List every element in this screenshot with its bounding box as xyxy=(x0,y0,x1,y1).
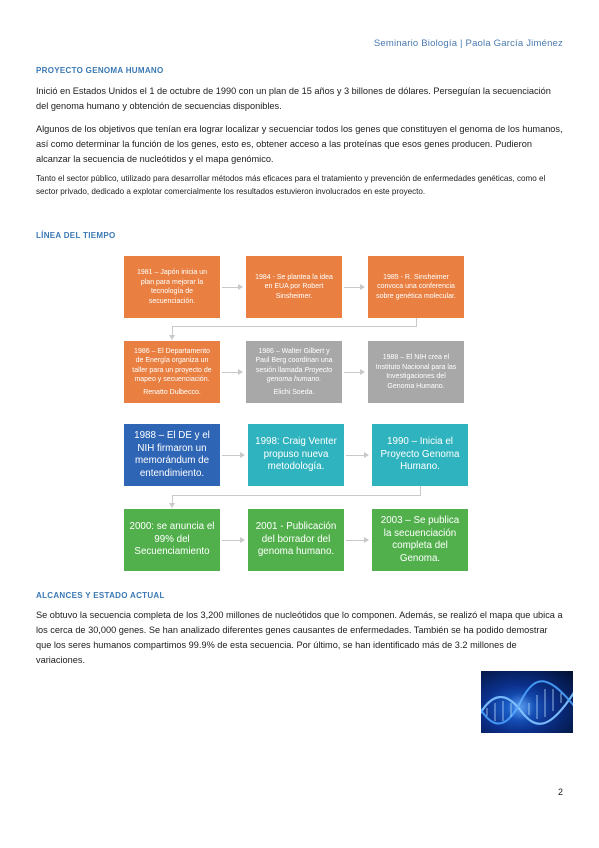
paragraph-sectores: Tanto el sector público, utilizado para desarrollar métodos más eficaces para el tratamiento y prevención de enfermedades genéticas, como el sector privado, dedicado a explotar comercialmente los resultados estuvieron involucrados en este proyecto. xyxy=(36,174,546,196)
timeline-box-1986-doe xyxy=(124,341,220,403)
timeline-box-text: 1990 – Inicia el Proyecto Genoma Humano. xyxy=(380,436,460,473)
connector-line xyxy=(172,495,421,496)
timeline-box-1990 xyxy=(372,424,468,486)
timeline-box-1988-memo xyxy=(124,424,220,486)
timeline-box-text: 1988 – El DE y el NIH firmaron un memorándum de entendimiento. xyxy=(134,430,210,479)
timeline-box-1981 xyxy=(124,256,220,318)
timeline-box-1984 xyxy=(246,256,342,318)
timeline-box-text: 2001 - Publicación del borrador del genoma humano. xyxy=(255,521,337,558)
section-title-proyecto: PROYECTO GENOMA HUMANO xyxy=(36,66,164,75)
arrow-right xyxy=(346,540,368,541)
arrow-right xyxy=(344,372,364,373)
arrowhead-down xyxy=(169,503,175,508)
timeline-box-text: 2003 – Se publica la secuenciación completa del Genoma. xyxy=(380,515,460,564)
connector-line xyxy=(172,326,173,335)
connector-line xyxy=(420,486,421,495)
section-title-alcances: ALCANCES Y ESTADO ACTUAL xyxy=(36,591,165,600)
timeline-box-subtext: Elichi Soeda. xyxy=(273,388,315,396)
arrow-right xyxy=(222,372,242,373)
timeline-box-subtext: Renatto Dulbecco. xyxy=(143,388,201,396)
timeline-box-text: 2000: se anuncia el 99% del Secuenciamiento xyxy=(129,521,215,558)
dna-helix-icon xyxy=(481,671,573,733)
section-title-linea-tiempo: LÍNEA DEL TIEMPO xyxy=(36,231,116,240)
timeline-box-1985 xyxy=(368,256,464,318)
arrow-right xyxy=(222,455,244,456)
page-number: 2 xyxy=(557,787,563,797)
paragraph-alcances: Se obtuvo la secuencia completa de los 3,200 millones de nucleótidos que lo componen. Además, se realizó el mapa que ubica a los cerca de 30,000 genes. Se han analizado diferentes genes causantes de enfermedades. También se ha podido demostrar que los seres humanos compartimos 99.9% de esta secuencia. Por último, se han identificado más de 3.2 millones de variaciones. xyxy=(36,610,563,665)
timeline-box-1998 xyxy=(248,424,344,486)
timeline-box-2000 xyxy=(124,509,220,571)
arrow-right xyxy=(222,540,244,541)
connector-line xyxy=(172,326,417,327)
timeline-box-text: 1986 – El Departamento de Energía organiza un taller para un proyecto de mapeo y secuenciación. xyxy=(132,347,212,384)
paragraph-intro: Inició en Estados Unidos el 1 de octubre de 1990 con un plan de 15 años y 3 billones de dólares. Perseguían la secuenciación del genoma humano y obtención de secuencias disponibles. xyxy=(36,86,551,111)
timeline-box-1986-gilbert xyxy=(246,341,342,403)
timeline-box-text: 1984 - Se plantea la idea en EUA por Robert Sinsheimer. xyxy=(255,273,333,300)
arrow-right xyxy=(346,455,368,456)
arrow-right xyxy=(344,287,364,288)
timeline-box-text: 1985 - R. Sinsheimer convoca una conferencia sobre genética molecular. xyxy=(376,273,456,300)
timeline-box-text: 1986 – Walter Gilbert y Paul Berg coordinan una sesión llamada Proyecto genoma humano. xyxy=(255,347,333,384)
timeline-box-2003 xyxy=(372,509,468,571)
paragraph-objetivos: Algunos de los objetivos que tenían era lograr localizar y secuenciar todos los genes que constituyen el genoma de los humanos, así como determinar la función de los genes, esto es, obtener acceso a las proteínas que esos genes producen. Pudieron alcanzar la secuencia de nucleótidos y el mapa genómico. xyxy=(36,124,563,164)
dna-helix-image xyxy=(481,671,573,733)
timeline-box-1988-nih xyxy=(368,341,464,403)
arrowhead-down xyxy=(169,335,175,340)
timeline-box-text: 1981 – Japón inicia un plan para mejorar la tecnología de secuenciación. xyxy=(136,269,208,305)
timeline-box-text: 1988 – El NIH crea el Instituto Nacional para las Investigaciones del Genoma Humano. xyxy=(375,354,457,390)
page-header: Seminario Biología | Paola García Jiménez xyxy=(373,38,563,49)
timeline-box-text: 1998: Craig Venter propuso nueva metodología. xyxy=(255,436,337,473)
connector-line xyxy=(416,318,417,326)
timeline-box-2001 xyxy=(248,509,344,571)
arrow-right xyxy=(222,287,242,288)
